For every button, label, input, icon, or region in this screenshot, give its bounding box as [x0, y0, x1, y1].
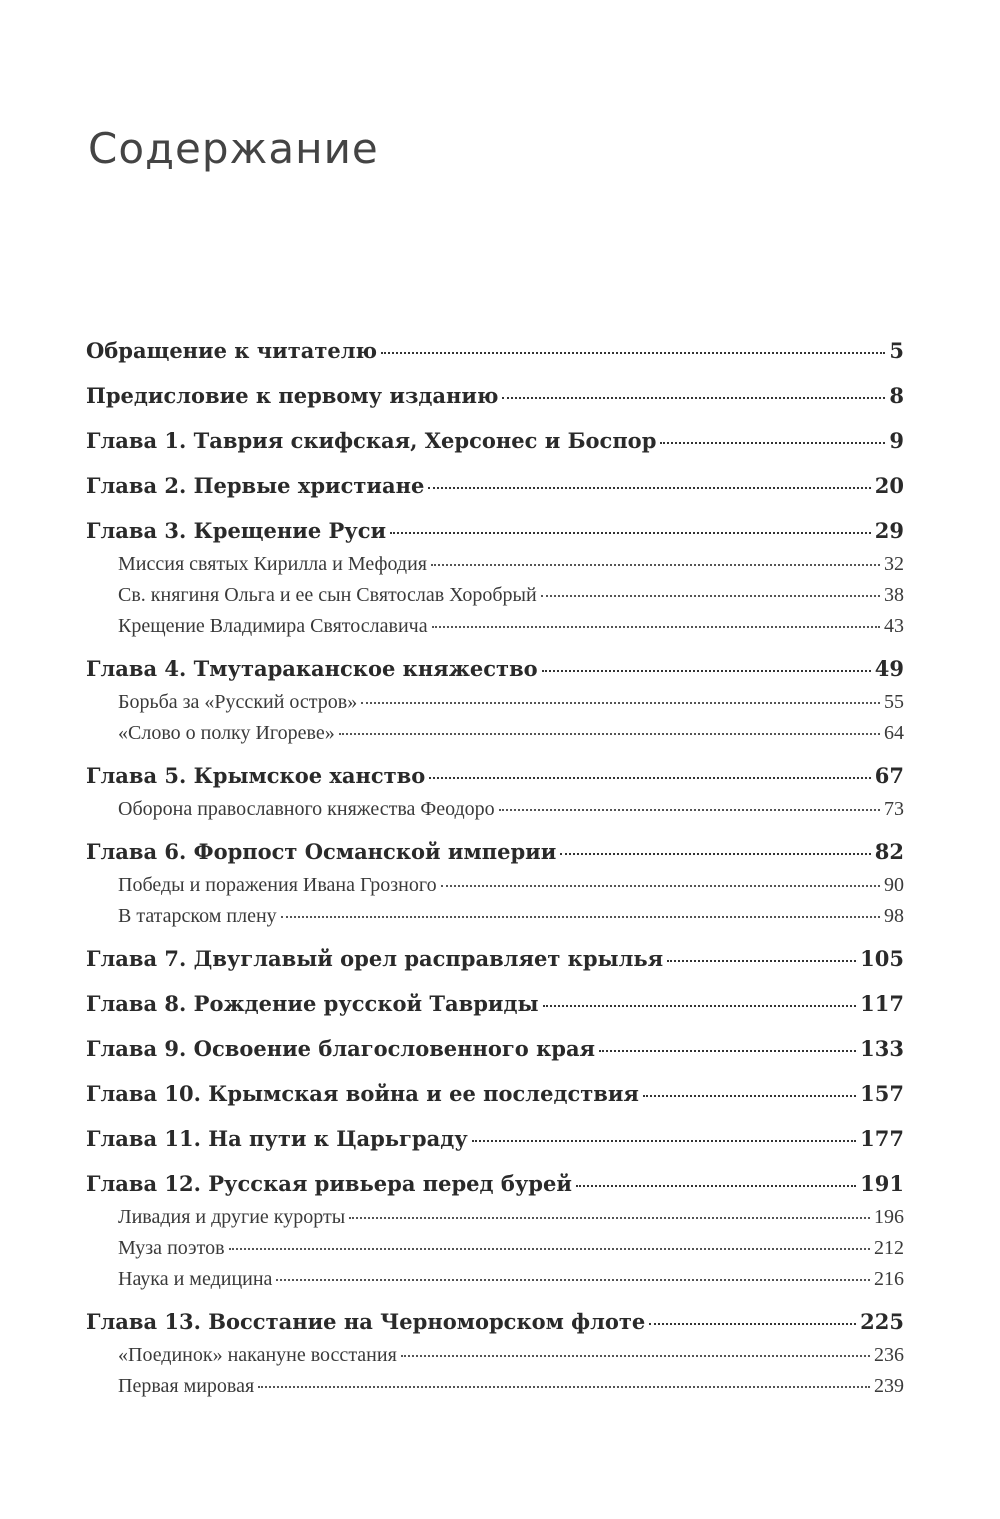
toc-subsection-entry — [86, 874, 904, 905]
toc-entry-title: Предисловие к первому изданию — [86, 383, 499, 408]
toc-entry-page-number: 8 — [889, 383, 904, 408]
dot-leader — [339, 733, 880, 735]
toc-entry-page-number: 82 — [874, 839, 904, 864]
toc-entry-page-number: 157 — [860, 1081, 904, 1106]
dot-leader — [431, 564, 880, 566]
dot-leader — [281, 916, 880, 918]
dot-leader — [560, 853, 870, 855]
toc-subsection-entry — [86, 1206, 904, 1237]
toc-chapter-entry — [86, 1126, 904, 1161]
toc-chapter-entry — [86, 1036, 904, 1071]
toc-entry-page-number: 38 — [884, 584, 904, 606]
toc-entry-title: Первая мировая — [118, 1375, 255, 1397]
toc-entry-page-number: 236 — [874, 1344, 904, 1366]
toc-entry-page-number: 73 — [884, 798, 904, 820]
dot-leader — [429, 777, 871, 779]
toc-entry-page-number: 5 — [889, 338, 904, 363]
page-title: Содержание — [88, 124, 379, 173]
toc-entry-page-number: 191 — [860, 1171, 904, 1196]
toc-chapter-entry — [86, 1309, 904, 1344]
toc-chapter-entry — [86, 656, 904, 691]
dot-leader — [349, 1217, 870, 1219]
toc-subsection-entry — [86, 905, 904, 936]
toc-entry-page-number: 105 — [860, 946, 904, 971]
toc-subsection-entry — [86, 553, 904, 584]
toc-entry-title: Глава 8. Рождение русской Тавриды — [86, 991, 539, 1016]
dot-leader — [660, 442, 885, 444]
toc-entry-page-number: 117 — [860, 991, 904, 1016]
toc-chapter-entry — [86, 991, 904, 1026]
toc-entry-page-number: 177 — [860, 1126, 904, 1151]
toc-chapter-entry — [86, 1081, 904, 1116]
toc-entry-page-number: 90 — [884, 874, 904, 896]
toc-entry-page-number: 239 — [874, 1375, 904, 1397]
dot-leader — [649, 1323, 856, 1325]
toc-entry-title: Ливадия и другие курорты — [118, 1206, 346, 1228]
toc-entry-title: Муза поэтов — [118, 1237, 225, 1259]
dot-leader — [643, 1095, 856, 1097]
toc-entry-title: Глава 3. Крещение Руси — [86, 518, 387, 543]
dot-leader — [542, 670, 871, 672]
toc-entry-title: Св. княгиня Ольга и ее сын Святослав Хоробрый — [118, 584, 537, 606]
dot-leader — [428, 487, 870, 489]
toc-entry-title: Глава 10. Крымская война и ее последствия — [86, 1081, 639, 1106]
toc-entry-page-number: 196 — [874, 1206, 904, 1228]
toc-entry-title: Обращение к читателю — [86, 338, 378, 363]
toc-entry-title: Глава 12. Русская ривьера перед бурей — [86, 1171, 572, 1196]
toc-entry-title: Победы и поражения Ивана Грозного — [118, 874, 437, 896]
toc-entry-page-number: 55 — [884, 691, 904, 713]
toc-entry-title: Оборона православного княжества Феодоро — [118, 798, 495, 820]
dot-leader — [502, 397, 885, 399]
toc-chapter-entry — [86, 946, 904, 981]
toc-entry-title: Крещение Владимира Святославича — [118, 615, 428, 637]
toc-subsection-entry — [86, 1268, 904, 1299]
toc-chapter-entry — [86, 518, 904, 553]
toc-entry-page-number: 225 — [860, 1309, 904, 1334]
toc-entry-page-number: 216 — [874, 1268, 904, 1290]
dot-leader — [667, 960, 856, 962]
toc-entry-page-number: 9 — [889, 428, 904, 453]
dot-leader — [576, 1185, 856, 1187]
toc-entry-title: Глава 1. Таврия скифская, Херсонес и Боспор — [86, 428, 657, 453]
toc-entry-title: Наука и медицина — [118, 1268, 273, 1290]
toc-entry-title: Глава 9. Освоение благословенного края — [86, 1036, 596, 1061]
toc-subsection-entry — [86, 1344, 904, 1375]
toc-entry-title: Миссия святых Кирилла и Мефодия — [118, 553, 427, 575]
toc-entry-page-number: 133 — [860, 1036, 904, 1061]
dot-leader — [472, 1140, 857, 1142]
table-of-contents — [86, 338, 904, 1406]
toc-entry-page-number: 64 — [884, 722, 904, 744]
toc-chapter-entry — [86, 839, 904, 874]
toc-chapter-entry — [86, 763, 904, 798]
dot-leader — [499, 809, 880, 811]
toc-entry-page-number: 20 — [874, 473, 904, 498]
dot-leader — [390, 532, 871, 534]
toc-subsection-entry — [86, 615, 904, 646]
toc-subsection-entry — [86, 722, 904, 753]
dot-leader — [599, 1050, 856, 1052]
toc-entry-title: Глава 6. Форпост Османской империи — [86, 839, 557, 864]
toc-entry-page-number: 43 — [884, 615, 904, 637]
toc-entry-title: «Слово о полку Игореве» — [118, 722, 335, 744]
dot-leader — [361, 702, 880, 704]
toc-entry-page-number: 49 — [874, 656, 904, 681]
dot-leader — [258, 1386, 870, 1388]
dot-leader — [441, 885, 880, 887]
toc-entry-page-number: 29 — [874, 518, 904, 543]
toc-subsection-entry — [86, 584, 904, 615]
toc-subsection-entry — [86, 691, 904, 722]
toc-chapter-entry — [86, 383, 904, 418]
toc-entry-page-number: 98 — [884, 905, 904, 927]
toc-chapter-entry — [86, 473, 904, 508]
toc-entry-title: «Поединок» накануне восстания — [118, 1344, 397, 1366]
toc-entry-title: Глава 2. Первые христиане — [86, 473, 425, 498]
toc-entry-title: Глава 11. На пути к Царьграду — [86, 1126, 468, 1151]
dot-leader — [401, 1355, 870, 1357]
toc-chapter-entry — [86, 338, 904, 373]
toc-subsection-entry — [86, 1375, 904, 1406]
toc-entry-title: Глава 5. Крымское ханство — [86, 763, 426, 788]
toc-chapter-entry — [86, 428, 904, 463]
toc-entry-title: Глава 13. Восстание на Черноморском флоте — [86, 1309, 646, 1334]
toc-entry-title: Глава 4. Тмутараканское княжество — [86, 656, 538, 681]
toc-entry-page-number: 67 — [874, 763, 904, 788]
dot-leader — [543, 1005, 857, 1007]
dot-leader — [381, 352, 885, 354]
dot-leader — [541, 595, 880, 597]
dot-leader — [432, 626, 880, 628]
toc-subsection-entry — [86, 1237, 904, 1268]
toc-entry-title: Глава 7. Двуглавый орел расправляет крылья — [86, 946, 664, 971]
dot-leader — [276, 1279, 870, 1281]
toc-entry-title: Борьба за «Русский остров» — [118, 691, 358, 713]
toc-chapter-entry — [86, 1171, 904, 1206]
dot-leader — [229, 1248, 870, 1250]
toc-entry-title: В татарском плену — [118, 905, 277, 927]
toc-entry-page-number: 212 — [874, 1237, 904, 1259]
toc-entry-page-number: 32 — [884, 553, 904, 575]
toc-subsection-entry — [86, 798, 904, 829]
